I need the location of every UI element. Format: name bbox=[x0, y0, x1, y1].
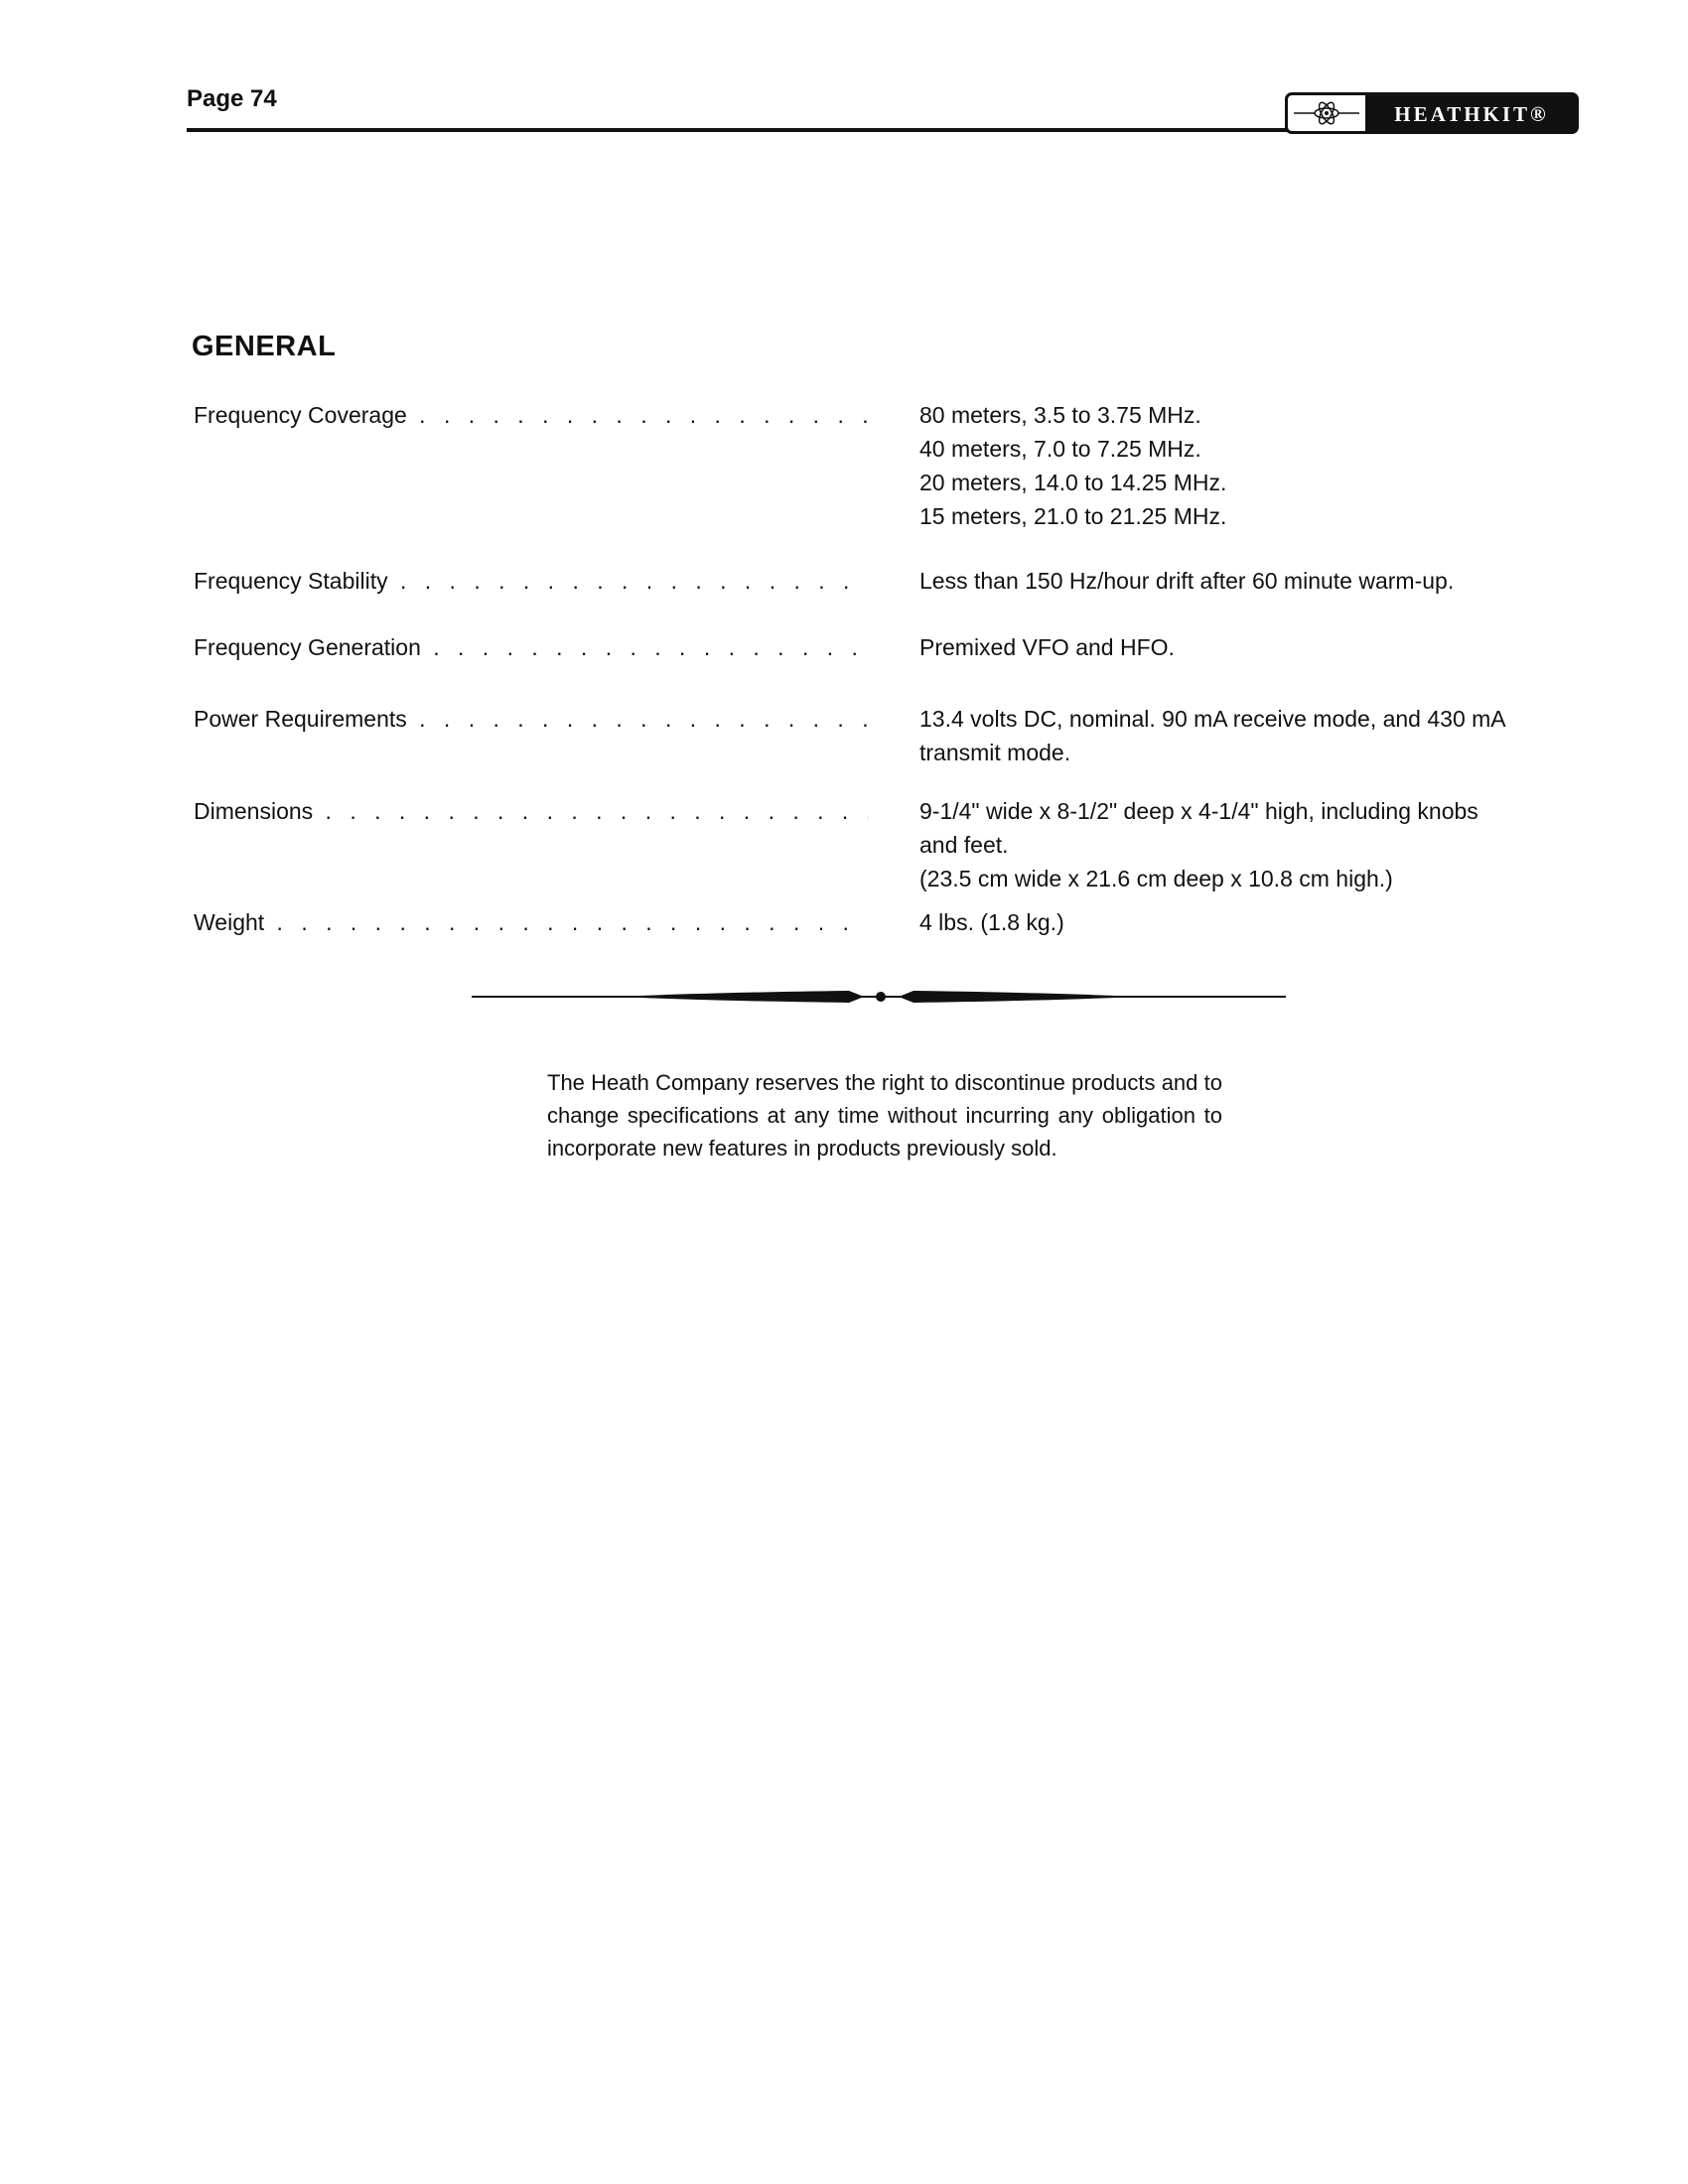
spec-value-line: 9-1/4" wide x 8-1/2" deep x 4-1/4" high, including knobs bbox=[919, 798, 1478, 824]
spec-value bbox=[919, 794, 1605, 895]
spec-label: Frequency Coverage . . . bbox=[194, 398, 869, 432]
spec-label: Power Requirements . . . bbox=[194, 702, 869, 736]
spec-value-line: Premixed VFO and HFO. bbox=[919, 634, 1175, 660]
spec-value-line: (23.5 cm wide x 21.6 cm deep x 10.8 cm high.) bbox=[919, 866, 1393, 891]
atom-icon bbox=[1288, 95, 1367, 131]
spec-value-line: 40 meters, 7.0 to 7.25 MHz. bbox=[919, 436, 1201, 462]
ornamental-divider bbox=[472, 984, 1286, 1010]
spec-label: Frequency Stability . . . bbox=[194, 564, 869, 598]
heathkit-logo bbox=[1285, 92, 1579, 134]
spec-value-line: 20 meters, 14.0 to 14.25 MHz. bbox=[919, 470, 1227, 495]
spec-value-line: 13.4 volts DC, nominal. 90 mA receive mode, and 430 mA bbox=[919, 706, 1506, 732]
spec-value-line: 4 lbs. (1.8 kg.) bbox=[919, 909, 1064, 935]
spec-label: Weight . . . bbox=[194, 905, 869, 939]
spec-label: Frequency Generation . . . bbox=[194, 630, 869, 664]
spec-value bbox=[919, 564, 1605, 598]
page-number: Page 74 bbox=[187, 85, 277, 112]
spec-value bbox=[919, 905, 1605, 939]
spec-value-line: Less than 150 Hz/hour drift after 60 minute warm-up. bbox=[919, 568, 1455, 594]
disclaimer-paragraph: The Heath Company reserves the right to discontinue products and to change specifications at any time without incurring any obligation to incorporate new features in products previously sold. bbox=[547, 1070, 1222, 1160]
spec-value bbox=[919, 630, 1605, 664]
section-title: GENERAL bbox=[192, 331, 337, 362]
spec-value-line: 15 meters, 21.0 to 21.25 MHz. bbox=[919, 503, 1227, 529]
spec-value-line: transmit mode. bbox=[919, 740, 1071, 765]
spec-value bbox=[919, 398, 1605, 533]
spec-value-line: 80 meters, 3.5 to 3.75 MHz. bbox=[919, 402, 1201, 428]
header-rule bbox=[187, 128, 1289, 132]
spec-value bbox=[919, 702, 1605, 769]
spec-label: Dimensions . . . bbox=[194, 794, 869, 828]
spec-value-line: and feet. bbox=[919, 832, 1009, 858]
logo-wordmark: HEATHKIT® bbox=[1394, 101, 1549, 126]
